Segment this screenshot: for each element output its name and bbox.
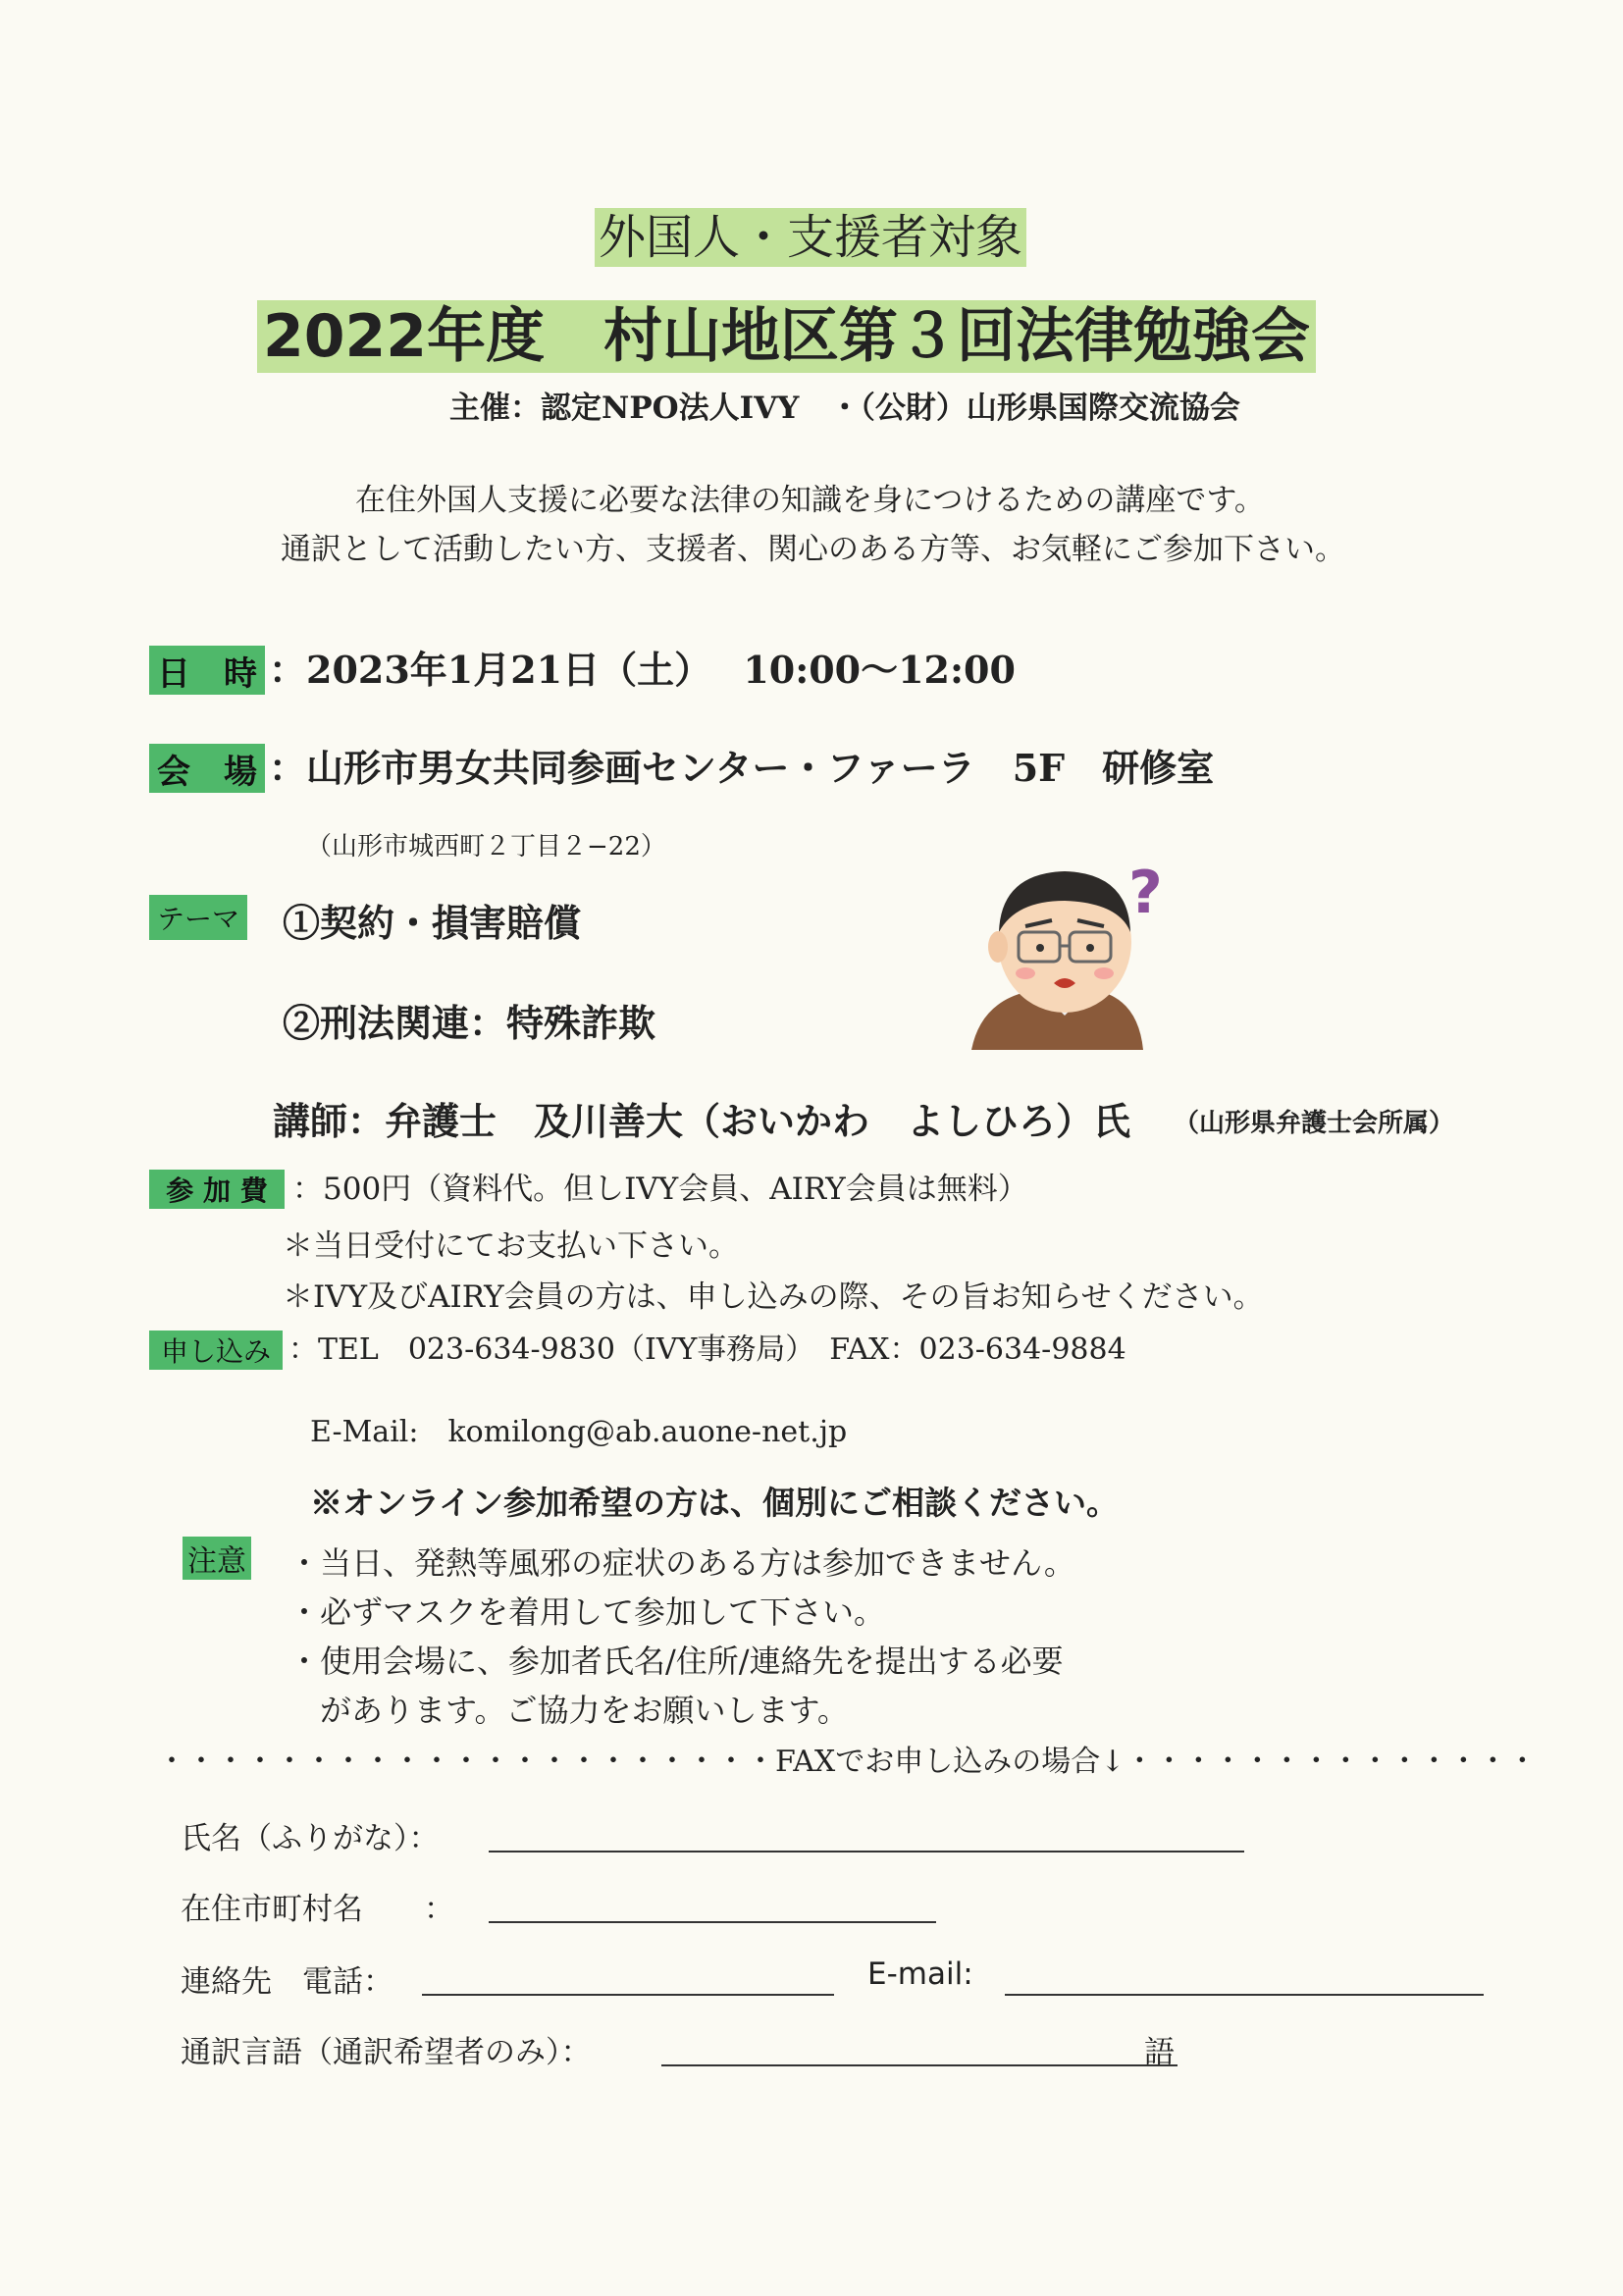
apply-online-note: ※オンライン参加希望の方は、個別にご相談ください。 — [310, 1484, 1120, 1522]
fax-divider: ・・・・・・・・・・・・・・・・・・・・・FAXでお申し込みの場合↓・・・・・・・・・・・・・・ — [157, 1745, 1538, 1779]
caution-label: 注意 — [183, 1537, 251, 1580]
target-audience: 外国人・支援者対象 — [595, 208, 1026, 267]
lecturer: 講師：弁護士 及川善大（おいかわ よしひろ）氏 — [273, 1099, 1131, 1143]
form-lang-line[interactable] — [661, 2064, 1178, 2066]
intro-line-2: 通訳として活動したい方、支援者、関心のある方等、お気軽にご参加下さい。 — [281, 532, 1345, 567]
intro-line-1: 在住外国人支援に必要な法律の知識を身につけるための講座です。 — [355, 483, 1265, 518]
fee-note-1: ＊当日受付にてお支払い下さい。 — [283, 1228, 739, 1264]
page-title: 2022年度 村山地区第３回法律勉強会 — [257, 300, 1316, 373]
caution-item-2: ・必ずマスクを着用して参加して下さい。 — [288, 1593, 886, 1631]
apply-email: E-Mail: komilong@ab.auone-net.jp — [310, 1415, 848, 1449]
theme-label: テーマ — [149, 895, 247, 940]
fee-label: 参 加 費 — [149, 1170, 285, 1209]
fee-note-2: ＊IVY及びAIRY会員の方は、申し込みの際、その旨お知らせください。 — [283, 1279, 1264, 1315]
venue-label: 会 場 — [149, 744, 265, 793]
venue-value: ：山形市男女共同参画センター・ファーラ 5F 研修室 — [269, 746, 1215, 790]
form-email-line[interactable] — [1005, 1994, 1484, 1996]
form-city-label: 在住市町村名 ： — [181, 1892, 454, 1927]
apply-tel-fax: ：TEL 023-634-9830（IVY事務局） FAX：023-634-9884 — [288, 1332, 1126, 1367]
theme-item-1: ①契約・損害賠償 — [283, 901, 582, 945]
worried-person-illustration — [971, 854, 1187, 1050]
apply-label: 申し込み — [149, 1331, 283, 1370]
caution-item-1: ・当日、発熱等風邪の症状のある方は参加できません。 — [288, 1544, 1075, 1582]
form-name-line[interactable] — [489, 1851, 1244, 1852]
form-city-line[interactable] — [489, 1921, 936, 1923]
datetime-value: ：2023年1月21日（土） 10:00～12:00 — [269, 648, 1016, 692]
fee-value: ：500円（資料代。但しIVY会員、AIRY会員は無料） — [292, 1172, 1028, 1207]
form-lang-suffix: 語 — [1144, 2035, 1175, 2070]
lecturer-affiliation: （山形県弁護士会所属） — [1174, 1109, 1455, 1138]
form-lang-label: 通訳言語（通訳希望者のみ）： — [181, 2035, 592, 2070]
caution-item-4: があります。ご協力をお願いします。 — [288, 1692, 849, 1729]
organizer: 主催：認定NPO法人IVY ・（公財）山形県国際交流協会 — [449, 391, 1240, 426]
datetime-label: 日 時 — [149, 646, 265, 695]
form-phone-line[interactable] — [422, 1994, 834, 1996]
form-contact-label: 連絡先 電話： — [181, 1964, 393, 2000]
caution-item-3: ・使用会場に、参加者氏名/住所/連絡先を提出する必要 — [288, 1643, 1064, 1680]
venue-address: （山形市城西町２丁目２−22） — [306, 832, 666, 861]
form-email-label: E-mail: — [867, 1957, 973, 1992]
theme-item-2: ②刑法関連：特殊詐欺 — [283, 1001, 656, 1045]
svg-text:?: ? — [1128, 859, 1163, 927]
form-name-label: 氏名（ふりがな）： — [181, 1821, 440, 1856]
